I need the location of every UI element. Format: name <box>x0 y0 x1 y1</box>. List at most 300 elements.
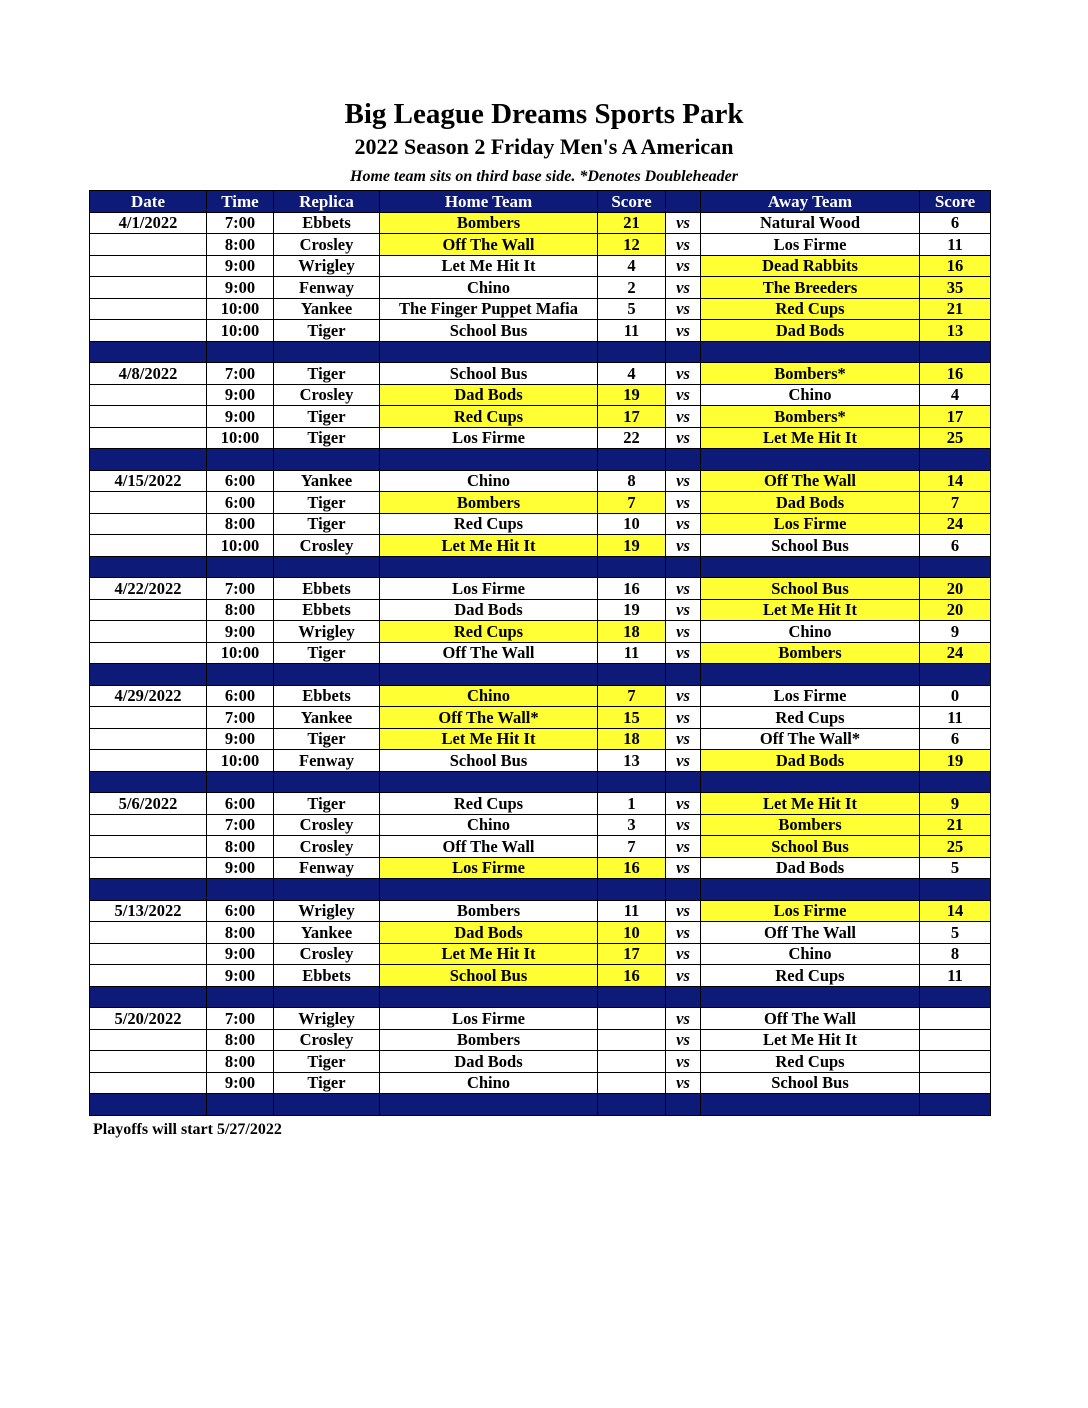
header-away-team: Away Team <box>701 191 920 213</box>
separator-cell <box>274 771 380 793</box>
game-row <box>90 255 991 277</box>
week-separator-row <box>90 556 991 578</box>
away-team-cell: School Bus <box>701 1072 920 1094</box>
replica-cell: Yankee <box>274 707 380 729</box>
home-team-cell: Chino <box>380 470 598 492</box>
date-cell <box>90 535 207 557</box>
time-cell: 6:00 <box>207 492 274 514</box>
time-cell: 10:00 <box>207 427 274 449</box>
home-score-cell: 15 <box>598 707 666 729</box>
separator-cell <box>380 879 598 901</box>
vs-cell: vs <box>666 857 701 879</box>
week-separator-row <box>90 771 991 793</box>
vs-cell: vs <box>666 255 701 277</box>
separator-cell <box>207 664 274 686</box>
header-home-score: Score <box>598 191 666 213</box>
away-score-cell: 7 <box>920 492 991 514</box>
replica-cell: Wrigley <box>274 255 380 277</box>
separator-cell <box>701 1094 920 1116</box>
away-score-cell <box>920 1051 991 1073</box>
game-row <box>90 1051 991 1073</box>
away-team-cell: Bombers <box>701 814 920 836</box>
date-cell <box>90 836 207 858</box>
home-score-cell: 11 <box>598 900 666 922</box>
away-score-cell: 16 <box>920 255 991 277</box>
vs-cell: vs <box>666 470 701 492</box>
vs-cell: vs <box>666 1072 701 1094</box>
home-team-cell: Red Cups <box>380 406 598 428</box>
time-cell: 7:00 <box>207 578 274 600</box>
game-row <box>90 707 991 729</box>
date-cell <box>90 427 207 449</box>
away-team-cell: Dad Bods <box>701 320 920 342</box>
game-row <box>90 621 991 643</box>
home-team-cell: Off The Wall <box>380 836 598 858</box>
home-team-cell: Chino <box>380 814 598 836</box>
time-cell: 7:00 <box>207 1008 274 1030</box>
week-separator-row <box>90 449 991 471</box>
time-cell: 7:00 <box>207 212 274 234</box>
away-team-cell: Let Me Hit It <box>701 427 920 449</box>
date-cell <box>90 1072 207 1094</box>
home-score-cell: 19 <box>598 535 666 557</box>
away-score-cell: 21 <box>920 814 991 836</box>
away-team-cell: Off The Wall <box>701 1008 920 1030</box>
time-cell: 6:00 <box>207 685 274 707</box>
vs-cell: vs <box>666 965 701 987</box>
replica-cell: Tiger <box>274 406 380 428</box>
date-cell <box>90 1051 207 1073</box>
page-title: Big League Dreams Sports Park <box>344 98 744 130</box>
time-cell: 6:00 <box>207 793 274 815</box>
time-cell: 9:00 <box>207 384 274 406</box>
separator-cell <box>274 664 380 686</box>
replica-cell: Crosley <box>274 943 380 965</box>
vs-cell: vs <box>666 685 701 707</box>
home-team-cell: Red Cups <box>380 793 598 815</box>
time-cell: 9:00 <box>207 728 274 750</box>
away-score-cell: 21 <box>920 298 991 320</box>
separator-cell <box>666 1094 701 1116</box>
separator-cell <box>920 449 991 471</box>
time-cell: 8:00 <box>207 599 274 621</box>
vs-cell: vs <box>666 707 701 729</box>
home-team-cell: Chino <box>380 685 598 707</box>
home-team-cell: Bombers <box>380 212 598 234</box>
away-team-cell: Off The Wall <box>701 470 920 492</box>
home-score-cell: 18 <box>598 728 666 750</box>
home-team-cell: Dad Bods <box>380 1051 598 1073</box>
away-score-cell: 11 <box>920 965 991 987</box>
home-team-cell: Dad Bods <box>380 922 598 944</box>
date-cell <box>90 255 207 277</box>
away-score-cell: 20 <box>920 599 991 621</box>
away-score-cell: 0 <box>920 685 991 707</box>
time-cell: 8:00 <box>207 513 274 535</box>
vs-cell: vs <box>666 943 701 965</box>
away-team-cell: Let Me Hit It <box>701 793 920 815</box>
vs-cell: vs <box>666 406 701 428</box>
home-team-cell: Dad Bods <box>380 384 598 406</box>
home-score-cell: 11 <box>598 320 666 342</box>
time-cell: 9:00 <box>207 857 274 879</box>
away-team-cell: Let Me Hit It <box>701 599 920 621</box>
vs-cell: vs <box>666 535 701 557</box>
separator-cell <box>598 879 666 901</box>
separator-cell <box>274 449 380 471</box>
separator-cell <box>666 879 701 901</box>
vs-cell: vs <box>666 750 701 772</box>
date-cell <box>90 384 207 406</box>
separator-cell <box>598 341 666 363</box>
separator-cell <box>920 664 991 686</box>
separator-cell <box>380 664 598 686</box>
time-cell: 10:00 <box>207 320 274 342</box>
home-score-cell: 8 <box>598 470 666 492</box>
separator-cell <box>666 986 701 1008</box>
separator-cell <box>90 341 207 363</box>
vs-cell: vs <box>666 384 701 406</box>
game-row <box>90 793 991 815</box>
replica-cell: Wrigley <box>274 621 380 643</box>
date-cell: 4/1/2022 <box>90 212 207 234</box>
away-team-cell: Red Cups <box>701 1051 920 1073</box>
separator-cell <box>701 341 920 363</box>
home-team-cell: Let Me Hit It <box>380 255 598 277</box>
vs-cell: vs <box>666 1029 701 1051</box>
time-cell: 8:00 <box>207 1051 274 1073</box>
date-cell <box>90 943 207 965</box>
header-row <box>90 191 991 213</box>
vs-cell: vs <box>666 1051 701 1073</box>
away-score-cell: 13 <box>920 320 991 342</box>
playoffs-note: Playoffs will start 5/27/2022 <box>93 1121 282 1138</box>
home-team-cell: Los Firme <box>380 1008 598 1030</box>
home-team-cell: Chino <box>380 277 598 299</box>
separator-cell <box>666 556 701 578</box>
time-cell: 6:00 <box>207 900 274 922</box>
away-team-cell: Red Cups <box>701 707 920 729</box>
week-separator-row <box>90 879 991 901</box>
home-score-cell: 7 <box>598 492 666 514</box>
game-row <box>90 1029 991 1051</box>
away-score-cell <box>920 1029 991 1051</box>
away-team-cell: Bombers* <box>701 363 920 385</box>
away-score-cell <box>920 1008 991 1030</box>
away-team-cell: Bombers <box>701 642 920 664</box>
game-row <box>90 642 991 664</box>
game-row <box>90 535 991 557</box>
home-score-cell: 3 <box>598 814 666 836</box>
away-team-cell: Red Cups <box>701 965 920 987</box>
home-team-cell: Los Firme <box>380 578 598 600</box>
time-cell: 8:00 <box>207 836 274 858</box>
away-team-cell: Dad Bods <box>701 492 920 514</box>
game-row <box>90 922 991 944</box>
schedule-table <box>89 190 991 1116</box>
away-score-cell: 35 <box>920 277 991 299</box>
time-cell: 10:00 <box>207 535 274 557</box>
vs-cell: vs <box>666 793 701 815</box>
away-score-cell: 24 <box>920 642 991 664</box>
date-cell <box>90 965 207 987</box>
home-team-cell: School Bus <box>380 363 598 385</box>
vs-cell: vs <box>666 621 701 643</box>
away-team-cell: Dad Bods <box>701 750 920 772</box>
vs-cell: vs <box>666 298 701 320</box>
separator-cell <box>207 771 274 793</box>
away-score-cell: 14 <box>920 900 991 922</box>
separator-cell <box>207 879 274 901</box>
game-row <box>90 277 991 299</box>
home-team-cell: School Bus <box>380 320 598 342</box>
away-score-cell: 6 <box>920 535 991 557</box>
away-team-cell: School Bus <box>701 578 920 600</box>
separator-cell <box>598 771 666 793</box>
separator-cell <box>380 341 598 363</box>
away-team-cell: Natural Wood <box>701 212 920 234</box>
game-row <box>90 406 991 428</box>
separator-cell <box>380 986 598 1008</box>
separator-cell <box>666 449 701 471</box>
separator-cell <box>90 879 207 901</box>
game-row <box>90 1008 991 1030</box>
time-cell: 8:00 <box>207 922 274 944</box>
replica-cell: Tiger <box>274 728 380 750</box>
date-cell <box>90 621 207 643</box>
game-row <box>90 212 991 234</box>
home-score-cell: 4 <box>598 255 666 277</box>
game-row <box>90 965 991 987</box>
vs-cell: vs <box>666 900 701 922</box>
home-team-cell: Red Cups <box>380 513 598 535</box>
date-cell <box>90 599 207 621</box>
separator-cell <box>598 1094 666 1116</box>
away-score-cell: 19 <box>920 750 991 772</box>
home-team-cell: School Bus <box>380 965 598 987</box>
vs-cell: vs <box>666 277 701 299</box>
replica-cell: Yankee <box>274 298 380 320</box>
time-cell: 9:00 <box>207 1072 274 1094</box>
home-team-cell: Chino <box>380 1072 598 1094</box>
replica-cell: Ebbets <box>274 599 380 621</box>
separator-cell <box>274 1094 380 1116</box>
header-home-team: Home Team <box>380 191 598 213</box>
away-score-cell: 9 <box>920 621 991 643</box>
time-cell: 9:00 <box>207 621 274 643</box>
separator-cell <box>274 879 380 901</box>
away-score-cell: 6 <box>920 212 991 234</box>
replica-cell: Fenway <box>274 277 380 299</box>
time-cell: 9:00 <box>207 943 274 965</box>
game-row <box>90 814 991 836</box>
time-cell: 7:00 <box>207 814 274 836</box>
replica-cell: Tiger <box>274 320 380 342</box>
vs-cell: vs <box>666 1008 701 1030</box>
away-team-cell: School Bus <box>701 535 920 557</box>
game-row <box>90 320 991 342</box>
header-time: Time <box>207 191 274 213</box>
date-cell <box>90 406 207 428</box>
week-separator-row <box>90 986 991 1008</box>
home-score-cell: 13 <box>598 750 666 772</box>
game-row <box>90 685 991 707</box>
separator-cell <box>701 664 920 686</box>
separator-cell <box>90 986 207 1008</box>
time-cell: 10:00 <box>207 750 274 772</box>
home-team-cell: Let Me Hit It <box>380 943 598 965</box>
date-cell <box>90 728 207 750</box>
away-team-cell: Red Cups <box>701 298 920 320</box>
away-team-cell: The Breeders <box>701 277 920 299</box>
away-team-cell: Chino <box>701 943 920 965</box>
vs-cell: vs <box>666 427 701 449</box>
away-score-cell: 25 <box>920 836 991 858</box>
away-score-cell: 11 <box>920 707 991 729</box>
game-row <box>90 513 991 535</box>
separator-cell <box>701 986 920 1008</box>
home-team-cell: Los Firme <box>380 857 598 879</box>
home-score-cell: 11 <box>598 642 666 664</box>
page-subtitle: 2022 Season 2 Friday Men's A American <box>354 134 734 159</box>
replica-cell: Crosley <box>274 814 380 836</box>
separator-cell <box>207 556 274 578</box>
vs-cell: vs <box>666 578 701 600</box>
replica-cell: Tiger <box>274 1051 380 1073</box>
game-row <box>90 1072 991 1094</box>
vs-cell: vs <box>666 728 701 750</box>
time-cell: 7:00 <box>207 707 274 729</box>
home-team-cell: Bombers <box>380 1029 598 1051</box>
date-cell: 5/20/2022 <box>90 1008 207 1030</box>
game-row <box>90 470 991 492</box>
separator-cell <box>920 986 991 1008</box>
separator-cell <box>90 664 207 686</box>
game-row <box>90 298 991 320</box>
away-team-cell: Los Firme <box>701 234 920 256</box>
week-separator-row <box>90 341 991 363</box>
vs-cell: vs <box>666 320 701 342</box>
home-score-cell: 21 <box>598 212 666 234</box>
separator-cell <box>920 341 991 363</box>
home-score-cell: 1 <box>598 793 666 815</box>
header-away-score: Score <box>920 191 991 213</box>
separator-cell <box>274 341 380 363</box>
date-cell <box>90 234 207 256</box>
replica-cell: Tiger <box>274 642 380 664</box>
replica-cell: Crosley <box>274 384 380 406</box>
replica-cell: Crosley <box>274 234 380 256</box>
away-score-cell: 11 <box>920 234 991 256</box>
separator-cell <box>666 771 701 793</box>
schedule-note: Home team sits on third base side. *Denotes Doubleheader <box>350 168 738 185</box>
date-cell <box>90 298 207 320</box>
home-score-cell: 17 <box>598 943 666 965</box>
game-row <box>90 384 991 406</box>
home-team-cell: Dad Bods <box>380 599 598 621</box>
time-cell: 7:00 <box>207 363 274 385</box>
game-row <box>90 943 991 965</box>
separator-cell <box>207 449 274 471</box>
separator-cell <box>274 986 380 1008</box>
vs-cell: vs <box>666 922 701 944</box>
replica-cell: Crosley <box>274 836 380 858</box>
time-cell: 10:00 <box>207 642 274 664</box>
home-score-cell: 16 <box>598 578 666 600</box>
away-team-cell: Los Firme <box>701 513 920 535</box>
away-team-cell: School Bus <box>701 836 920 858</box>
date-cell <box>90 922 207 944</box>
separator-cell <box>90 556 207 578</box>
time-cell: 9:00 <box>207 965 274 987</box>
separator-cell <box>701 556 920 578</box>
separator-cell <box>920 1094 991 1116</box>
replica-cell: Tiger <box>274 793 380 815</box>
replica-cell: Yankee <box>274 470 380 492</box>
away-team-cell: Los Firme <box>701 900 920 922</box>
game-row <box>90 900 991 922</box>
date-cell <box>90 814 207 836</box>
date-cell: 4/29/2022 <box>90 685 207 707</box>
home-score-cell <box>598 1072 666 1094</box>
vs-cell: vs <box>666 513 701 535</box>
away-team-cell: Los Firme <box>701 685 920 707</box>
date-cell <box>90 277 207 299</box>
game-row <box>90 427 991 449</box>
home-score-cell: 5 <box>598 298 666 320</box>
away-team-cell: Let Me Hit It <box>701 1029 920 1051</box>
home-score-cell: 16 <box>598 857 666 879</box>
away-score-cell: 5 <box>920 857 991 879</box>
away-score-cell: 4 <box>920 384 991 406</box>
home-score-cell: 12 <box>598 234 666 256</box>
away-team-cell: Off The Wall <box>701 922 920 944</box>
home-score-cell: 7 <box>598 836 666 858</box>
home-team-cell: Let Me Hit It <box>380 535 598 557</box>
date-cell <box>90 642 207 664</box>
date-cell <box>90 492 207 514</box>
away-score-cell: 16 <box>920 363 991 385</box>
home-team-cell: Bombers <box>380 492 598 514</box>
away-team-cell: Dead Rabbits <box>701 255 920 277</box>
home-score-cell: 7 <box>598 685 666 707</box>
away-team-cell: Chino <box>701 384 920 406</box>
separator-cell <box>380 556 598 578</box>
separator-cell <box>380 449 598 471</box>
away-score-cell: 8 <box>920 943 991 965</box>
game-row <box>90 578 991 600</box>
home-team-cell: Let Me Hit It <box>380 728 598 750</box>
home-team-cell: Off The Wall <box>380 234 598 256</box>
away-score-cell: 5 <box>920 922 991 944</box>
home-score-cell <box>598 1051 666 1073</box>
separator-cell <box>380 771 598 793</box>
separator-cell <box>920 879 991 901</box>
home-team-cell: Bombers <box>380 900 598 922</box>
game-row <box>90 363 991 385</box>
separator-cell <box>274 556 380 578</box>
home-score-cell: 19 <box>598 599 666 621</box>
separator-cell <box>90 1094 207 1116</box>
separator-cell <box>207 1094 274 1116</box>
away-score-cell: 14 <box>920 470 991 492</box>
date-cell <box>90 1029 207 1051</box>
replica-cell: Tiger <box>274 1072 380 1094</box>
date-cell: 5/6/2022 <box>90 793 207 815</box>
game-row <box>90 492 991 514</box>
away-score-cell: 9 <box>920 793 991 815</box>
date-cell <box>90 513 207 535</box>
